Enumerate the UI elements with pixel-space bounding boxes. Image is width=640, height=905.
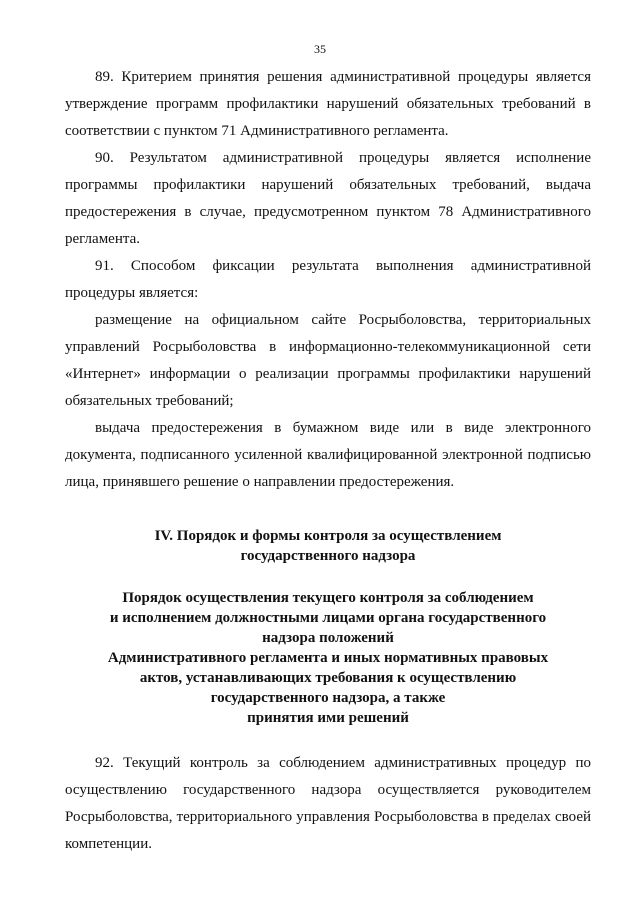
paragraph-91-item-2: выдача предостережения в бумажном виде или в виде электронного документа, подписанного усиленной квалифицированной электронной подписью лица, принявшего решение о направлении предостережения. bbox=[65, 420, 591, 490]
paragraph-91: 91. Способом фиксации результата выполнения административной процедуры является: bbox=[65, 258, 591, 301]
subsection-heading-line: актов, устанавливающих требования к осуществлению bbox=[139, 670, 517, 686]
document-body bbox=[65, 64, 591, 858]
paragraph-89: 89. Критерием принятия решения административной процедуры является утверждение программ профилактики нарушений обязательных требований в соответствии с пунктом 71 Административного регламента. bbox=[65, 69, 591, 139]
section-heading bbox=[65, 526, 591, 566]
subsection-heading-line: Административного регламента и иных нормативных правовых bbox=[107, 650, 549, 666]
subsection-heading bbox=[65, 588, 591, 728]
subsection-heading-line: принятия ими решений bbox=[247, 710, 409, 726]
paragraph-90: 90. Результатом административной процедуры является исполнение программы профилактики нарушений обязательных требований, выдача предостережения в случае, предусмотренном пунктом 78 Административного регламента. bbox=[65, 150, 591, 247]
subsection-heading-line: Порядок осуществления текущего контроля за соблюдением bbox=[122, 590, 534, 606]
subsection-heading-line: государственного надзора, а также bbox=[210, 690, 446, 706]
paragraph-92: 92. Текущий контроль за соблюдением административных процедур по осуществлению государственного надзора осуществляется руководителем Росрыболовства, территориального управления Росрыболовства в пределах своей компетенции. bbox=[65, 755, 591, 852]
subsection-heading-line: надзора положений bbox=[262, 630, 394, 646]
paragraph-91-item-1: размещение на официальном сайте Росрыболовства, территориальных управлений Росрыболовства в информационно-телекоммуникационной сети «Интернет» информации о реализации программы профилактики нарушений обязательных требований; bbox=[65, 312, 591, 409]
subsection-heading-line: и исполнением должностными лицами органа государственного bbox=[109, 610, 547, 626]
post-heading-content bbox=[65, 750, 591, 858]
page-number: 35 bbox=[314, 42, 326, 56]
section-heading-line: IV. Порядок и формы контроля за осуществлением bbox=[154, 528, 502, 544]
section-heading-line: государственного надзора bbox=[240, 548, 416, 564]
